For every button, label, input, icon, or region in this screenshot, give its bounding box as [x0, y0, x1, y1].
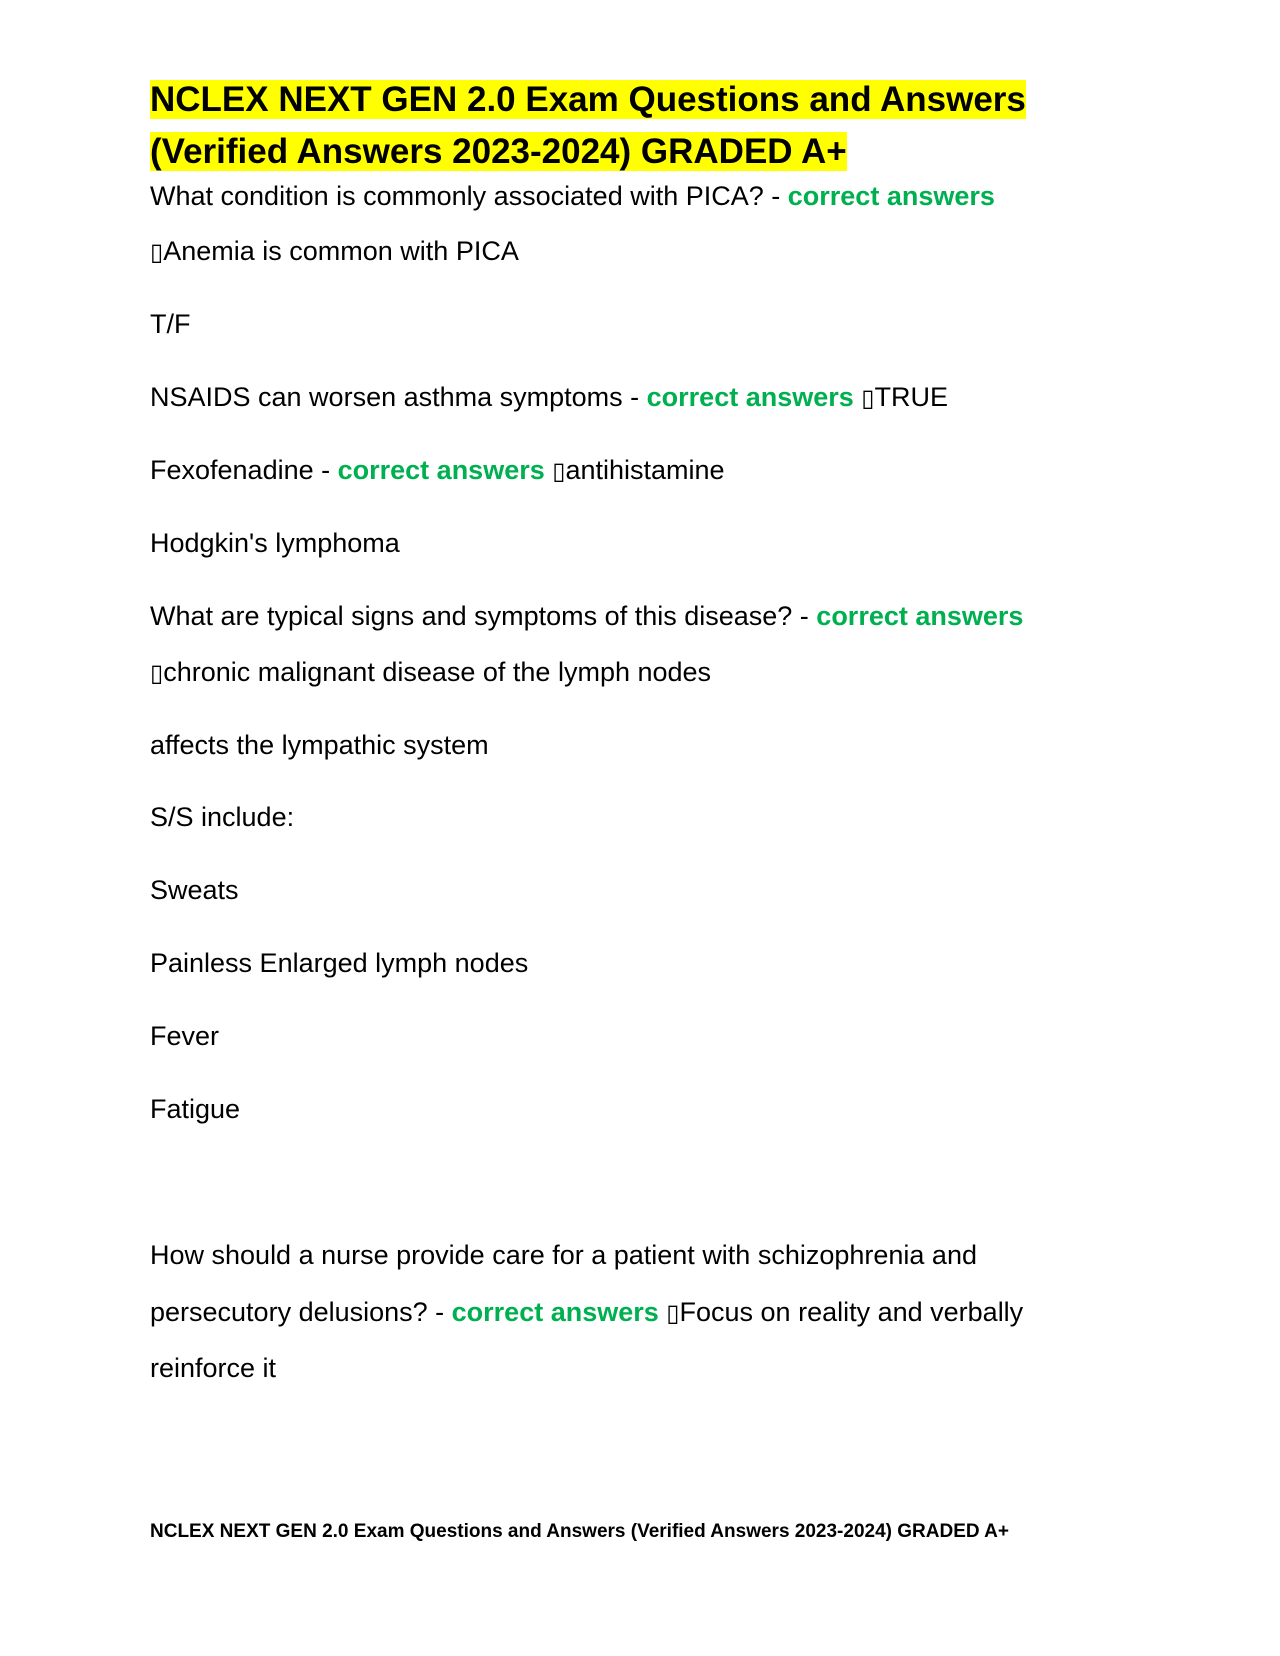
correct-answers-label: correct answers	[451, 1297, 659, 1327]
title-line-2: (Verified Answers 2023-2024) GRADED A+	[150, 132, 847, 171]
symptom-fever: Fever	[150, 1021, 220, 1051]
answer-schizophrenia-line-2: reinforce it	[150, 1353, 277, 1383]
hodgkin-heading: Hodgkin's lymphoma	[150, 528, 400, 558]
correct-answers-label: correct answers	[816, 601, 1024, 631]
correct-answers-label: correct answers	[646, 382, 854, 412]
answer-pica: ▯Anemia is common with PICA	[150, 236, 519, 266]
answer-hodgkin-lymphatic: affects the lympathic system	[150, 730, 489, 760]
missing-glyph-icon: ▯	[861, 384, 875, 412]
title-line-1: NCLEX NEXT GEN 2.0 Exam Questions and Answers	[150, 80, 1026, 119]
question-hodgkin-symptoms: What are typical signs and symptoms of this disease? - correct answers	[150, 601, 1024, 631]
missing-glyph-icon: ▯	[552, 457, 566, 485]
symptom-lymph-nodes: Painless Enlarged lymph nodes	[150, 948, 529, 978]
symptoms-heading: S/S include:	[150, 802, 295, 832]
correct-answers-label: correct answers	[787, 181, 995, 211]
missing-glyph-icon: ▯	[666, 1299, 680, 1327]
symptom-fatigue: Fatigue	[150, 1094, 241, 1124]
correct-answers-label: correct answers	[337, 455, 545, 485]
question-nsaids: NSAIDS can worsen asthma symptoms - correct answers ▯TRUE	[150, 382, 949, 412]
question-pica: What condition is commonly associated with PICA? - correct answers	[150, 181, 995, 211]
page-footer: NCLEX NEXT GEN 2.0 Exam Questions and Answers (Verified Answers 2023-2024) GRADED A+	[150, 1521, 1009, 1542]
answer-hodgkin: ▯chronic malignant disease of the lymph nodes	[150, 657, 712, 687]
missing-glyph-icon: ▯	[150, 659, 164, 687]
symptom-sweats: Sweats	[150, 875, 239, 905]
question-fexofenadine: Fexofenadine - correct answers ▯antihistamine	[150, 455, 725, 485]
true-false-heading: T/F	[150, 309, 191, 339]
question-schizophrenia-line-1: How should a nurse provide care for a patient with schizophrenia and	[150, 1240, 977, 1270]
missing-glyph-icon: ▯	[150, 238, 164, 266]
document-title	[150, 74, 1130, 178]
question-schizophrenia-line-2: persecutory delusions? - correct answers ▯Focus on reality and verbally	[150, 1297, 1024, 1327]
